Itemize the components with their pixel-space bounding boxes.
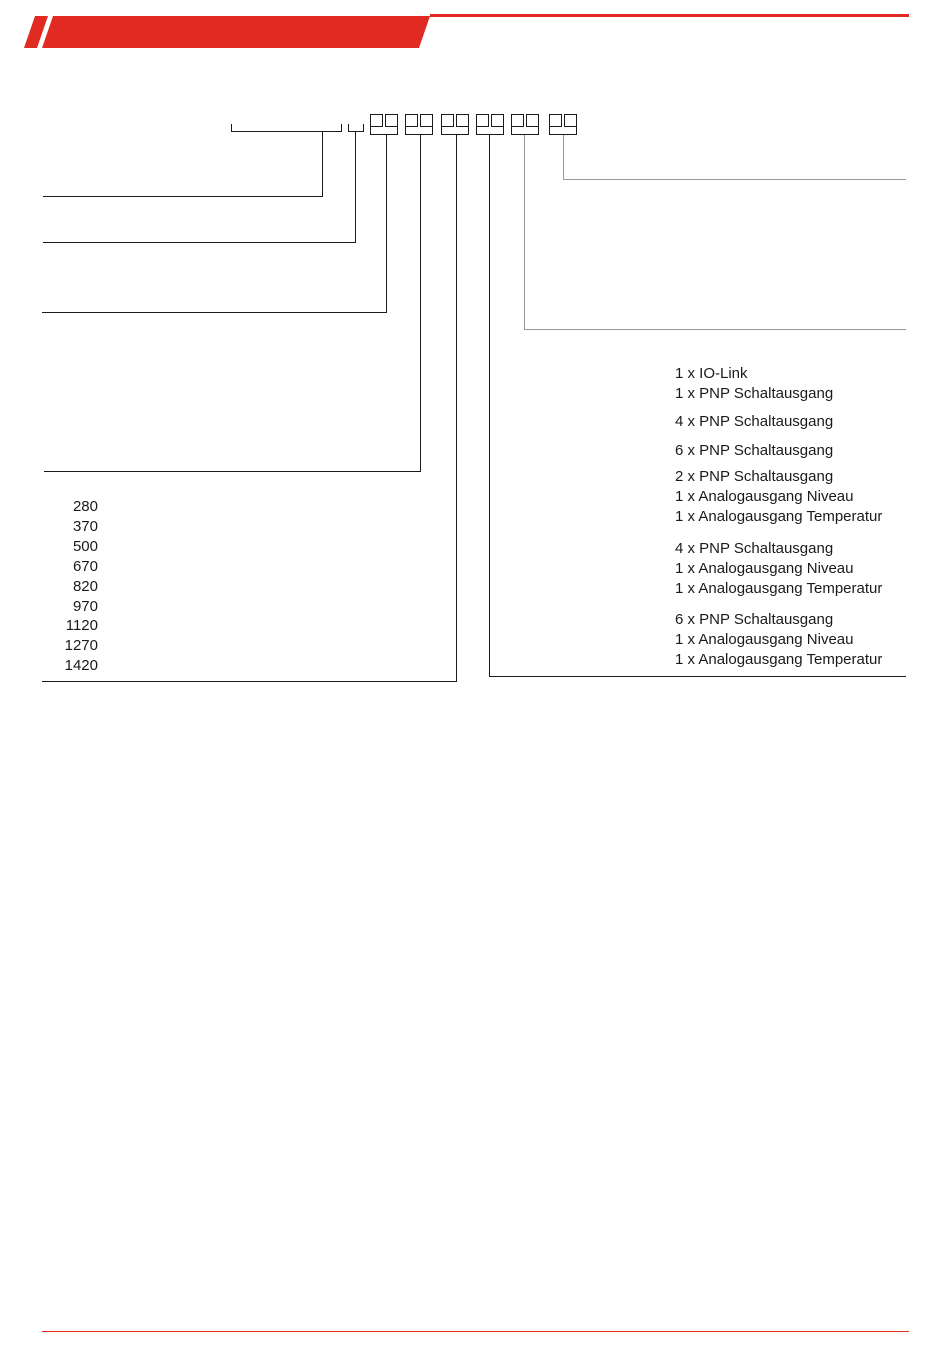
length-value: 820 — [72, 578, 98, 595]
code-box-2a — [406, 115, 418, 127]
length-value: 670 — [72, 558, 98, 575]
output-option-line: 1 x Analogausgang Niveau — [675, 560, 854, 577]
output-option-line: 1 x Analogausgang Temperatur — [675, 580, 883, 597]
leader-pair-5 — [525, 135, 907, 330]
leader-pair-1 — [42, 135, 387, 313]
output-option-line: 2 x PNP Schaltausgang — [675, 468, 834, 485]
length-value: 1120 — [65, 617, 98, 634]
code-box-3b — [457, 115, 469, 127]
length-value: 280 — [72, 498, 98, 515]
code-bracket-base — [43, 124, 342, 197]
leader-pair-3-length — [42, 135, 457, 682]
code-box-5a — [512, 115, 524, 127]
leader-pair-6 — [564, 135, 907, 180]
length-value: 500 — [72, 538, 98, 555]
code-box-3a — [442, 115, 454, 127]
code-box-1b — [386, 115, 398, 127]
code-box-5b — [527, 115, 539, 127]
output-option-line: 6 x PNP Schaltausgang — [675, 442, 834, 459]
output-option-line: 4 x PNP Schaltausgang — [675, 540, 834, 557]
output-option-line: 1 x Analogausgang Temperatur — [675, 651, 883, 668]
code-box-1a — [371, 115, 383, 127]
output-option-line: 6 x PNP Schaltausgang — [675, 611, 834, 628]
output-option-line: 1 x Analogausgang Niveau — [675, 488, 854, 505]
code-pair-brackets — [371, 127, 577, 135]
code-bracket-variant — [43, 124, 364, 243]
code-box-4a — [477, 115, 489, 127]
length-value: 970 — [72, 598, 98, 615]
leader-pair-2 — [44, 135, 421, 472]
output-option-line: 1 x Analogausgang Temperatur — [675, 508, 883, 525]
code-digit-boxes — [371, 115, 577, 127]
output-option-line: 4 x PNP Schaltausgang — [675, 413, 834, 430]
code-box-6b — [565, 115, 577, 127]
code-box-4b — [492, 115, 504, 127]
length-value: 370 — [72, 518, 98, 535]
code-box-2b — [421, 115, 433, 127]
footer-divider — [42, 1331, 909, 1332]
output-option-line: 1 x PNP Schaltausgang — [675, 385, 834, 402]
code-box-6a — [550, 115, 562, 127]
output-option-line: 1 x Analogausgang Niveau — [675, 631, 854, 648]
length-value: 1420 — [64, 657, 98, 674]
output-option-line: 1 x IO-Link — [675, 365, 748, 382]
length-value: 1270 — [64, 637, 98, 654]
